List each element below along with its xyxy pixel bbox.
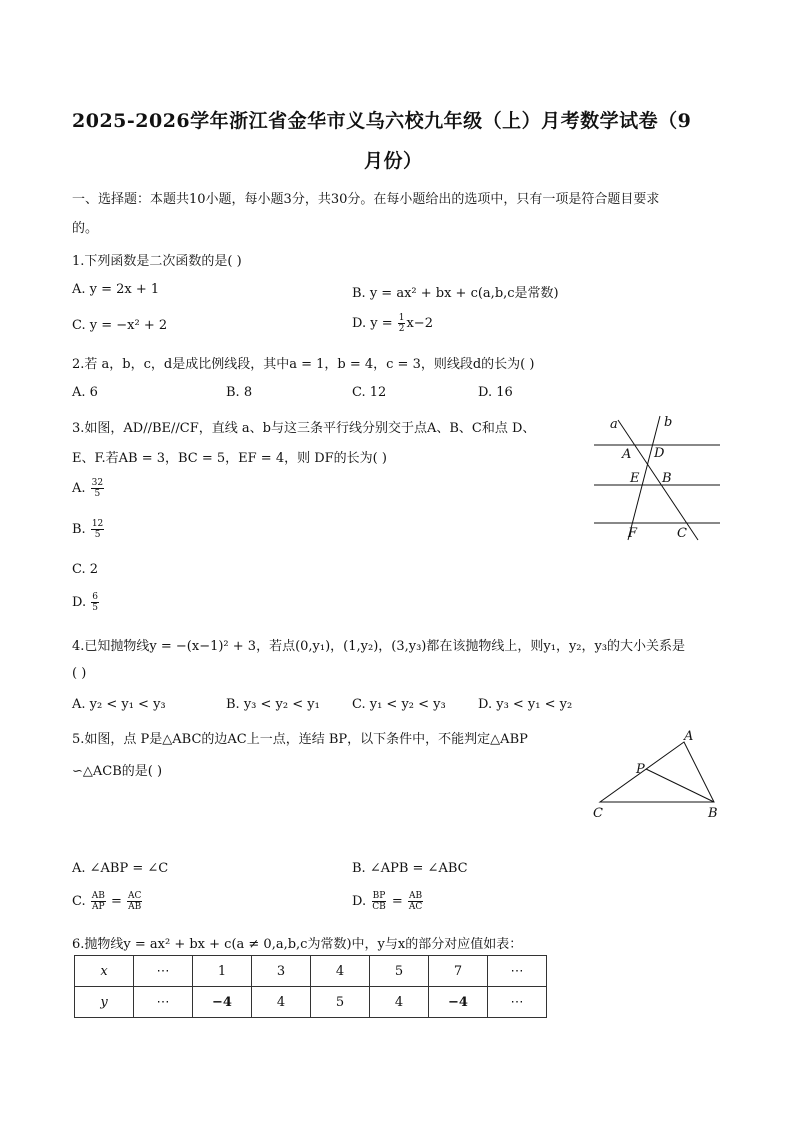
label-point-A: A [622,447,632,462]
label-point-B: B [662,471,672,486]
question-4-option-d: D. y₃ < y₁ < y₂ [478,697,573,712]
question-2-option-b: B. 8 [226,385,253,400]
question-4-option-c: C. y₁ < y₂ < y₃ [352,697,446,712]
label-point-B: B [708,806,718,821]
question-3-option-a: A. $\frac{32}{5}$ [72,478,104,499]
table-cell: −4 [429,987,488,1018]
question-3-option-c: C. 2 [72,562,99,577]
table-cell: −4 [193,987,252,1018]
question-2-stem: 2.若 a，b，c，d是成比例线段，其中a = 1，b = 4，c = 3，则线段d的长为( ) [72,357,535,372]
question-4-stem-line1: 4.已知抛物线y = −(x−1)² + 3，若点(0,y₁)，(1,y₂)，(3,y₃)都在该抛物线上，则y₁，y₂，y₃的大小关系是 [72,639,686,654]
table-row-x [75,956,547,987]
table-cell: 4 [311,956,370,987]
table-row-y [75,987,547,1018]
question-2-option-c: C. 12 [352,385,387,400]
question-1-option-c: C. y = −x² + 2 [72,318,168,333]
question-5-stem-line1: 5.如图，点 P是△ABC的边AC上一点，连结 BP，以下条件中，不能判定△ABP [72,732,528,747]
triangle-abc [600,742,714,802]
table-cell: y [75,987,134,1018]
question-5-figure [588,726,728,826]
section-instructions-line1: 一、选择题：本题共10小题，每小题3分，共30分。在每小题给出的选项中，只有一项是符合题目要求 [72,192,660,207]
question-5-option-a: A. ∠ABP = ∠C [72,861,169,876]
question-3-stem-line1: 3.如图，AD//BE//CF，直线 a、b与这三条平行线分别交于点A、B、C和点 D、 [72,421,536,436]
question-2-option-a: A. 6 [72,385,98,400]
table-cell: ⋯ [134,987,193,1018]
table-cell: x [75,956,134,987]
question-6-value-table [74,955,547,1018]
label-point-F: F [628,526,638,541]
table-cell: 1 [193,956,252,987]
question-1-option-d: D. y = $\frac{1}{2}$ x−2 [352,313,433,334]
question-5-option-b: B. ∠APB = ∠ABC [352,861,468,876]
exam-title-line2: 月份） [364,150,423,172]
table-cell: 5 [370,956,429,987]
question-1-option-a: A. y = 2x + 1 [72,282,160,297]
question-1-option-b: B. y = ax² + bx + c(a,b,c是常数) [352,286,559,301]
section-instructions-line2: 的。 [72,221,99,236]
question-5-option-d: D. $\frac{BP}{CB}$ = $\frac{AB}{AC}$ [352,891,423,912]
table-cell: 4 [252,987,311,1018]
question-3-option-b: B. $\frac{12}{5}$ [72,519,104,540]
table-cell: 5 [311,987,370,1018]
question-5-stem-line2: ∽△ACB的是( ) [72,764,163,779]
table-cell: 7 [429,956,488,987]
question-3-option-d: D. $\frac{6}{5}$ [72,592,98,613]
label-a: a [610,417,618,432]
label-point-E: E [630,471,640,486]
label-point-P: P [636,762,645,777]
table-cell: ⋯ [134,956,193,987]
table-cell: 3 [252,956,311,987]
label-point-A: A [684,729,694,744]
question-4-stem-line2: ( ) [72,666,87,681]
label-point-C: C [677,526,687,541]
question-1-stem: 1.下列函数是二次函数的是( ) [72,254,242,269]
question-4-option-b: B. y₃ < y₂ < y₁ [226,697,320,712]
table-cell: 4 [370,987,429,1018]
label-point-D: D [654,446,665,461]
question-6-stem: 6.抛物线y = ax² + bx + c(a ≠ 0,a,b,c为常数)中，y与x的部分对应值如表： [72,937,523,952]
question-3-stem-line2: E、F.若AB = 3，BC = 5，EF = 4，则 DF的长为( ) [72,451,387,466]
table-cell: ⋯ [488,987,547,1018]
label-point-C: C [593,806,603,821]
question-2-option-d: D. 16 [478,385,513,400]
question-5-option-c: C. $\frac{AB}{AP}$ = $\frac{AC}{AB}$ [72,891,142,912]
question-3-figure [588,408,728,548]
table-cell: ⋯ [488,956,547,987]
exam-title-line1: 2025-2026学年浙江省金华市义乌六校九年级（上）月考数学试卷（9 [72,110,692,132]
question-4-option-a: A. y₂ < y₁ < y₃ [72,697,166,712]
label-b: b [664,415,673,430]
segment-bp [646,769,714,802]
